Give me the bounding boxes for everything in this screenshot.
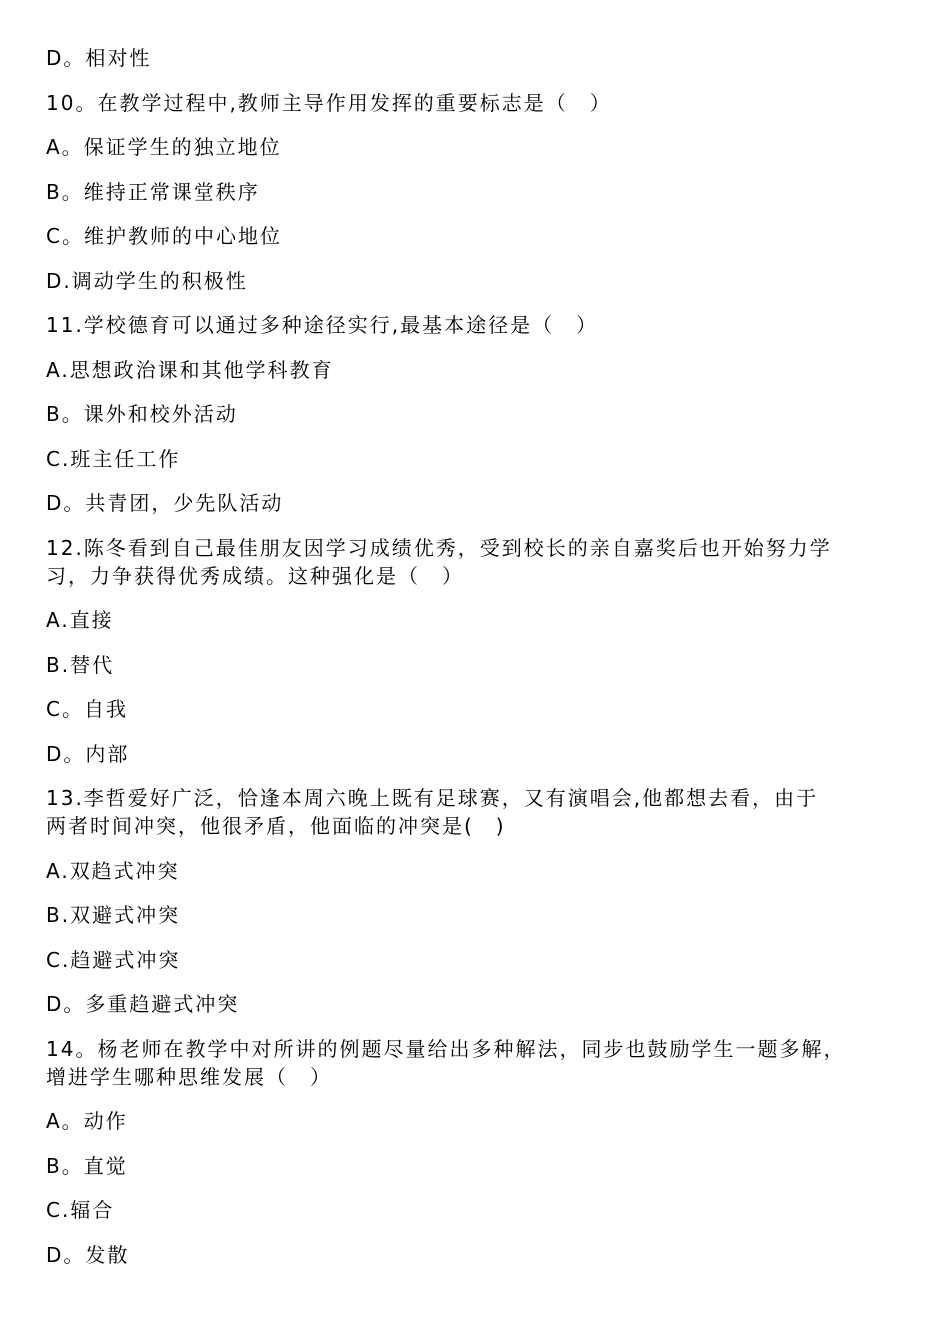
option-a-q12: A.直接 xyxy=(46,608,114,632)
question-10: 10。在教学过程中,教师主导作用发挥的重要标志是（ ） xyxy=(46,90,612,115)
option-b-q12: B.替代 xyxy=(46,652,115,677)
option-d-q9: D。相对性 xyxy=(46,46,152,70)
option-c-q14: C.辐合 xyxy=(46,1198,115,1222)
option-a-q14: A。动作 xyxy=(46,1109,128,1133)
option-c-q11: C.班主任工作 xyxy=(46,446,181,471)
option-c-q12: C。自我 xyxy=(46,697,128,721)
question-14-line-2: 增进学生哪种思维发展（ ） xyxy=(46,1064,332,1089)
question-12-line-1: 12.陈冬看到自己最佳朋友因学习成绩优秀，受到校长的亲自嘉奖后也开始努力学 xyxy=(46,535,832,560)
option-a-q10: A。保证学生的独立地位 xyxy=(46,135,282,159)
option-a-q13: A.双趋式冲突 xyxy=(46,858,180,883)
option-d-q11: D。共青团，少先队活动 xyxy=(46,491,284,515)
option-b-q13: B.双避式冲突 xyxy=(46,903,181,927)
document-page xyxy=(46,44,916,1269)
option-c-q10: C。维护教师的中心地位 xyxy=(46,224,282,248)
option-d-q14: D。发散 xyxy=(46,1242,130,1267)
option-b-q14: B。直觉 xyxy=(46,1153,128,1178)
option-d-q13: D。多重趋避式冲突 xyxy=(46,992,240,1016)
option-b-q10: B。维持正常课堂秩序 xyxy=(46,179,260,204)
option-b-q11: B。课外和校外活动 xyxy=(46,402,238,426)
question-13-line-2: 两者时间冲突，他很矛盾，他面临的冲突是( ) xyxy=(46,814,506,838)
question-11: 11.学校德育可以通过多种途径实行,最基本途径是（ ） xyxy=(46,313,599,337)
option-c-q13: C.趋避式冲突 xyxy=(46,947,181,972)
option-d-q10: D.调动学生的积极性 xyxy=(46,268,248,293)
option-d-q12: D。内部 xyxy=(46,741,130,766)
question-12-line-2: 习，力争获得优秀成绩。这种强化是（ ） xyxy=(46,563,464,588)
question-13-line-1: 13.李哲爱好广泛，恰逢本周六晚上既有足球赛，又有演唱会,他都想去看，由于 xyxy=(46,786,819,810)
option-a-q11: A.思想政治课和其他学科教育 xyxy=(46,357,334,382)
question-14-line-1: 14。杨老师在教学中对所讲的例题尽量给出多种解法，同步也鼓励学生一题多解， xyxy=(46,1036,846,1061)
